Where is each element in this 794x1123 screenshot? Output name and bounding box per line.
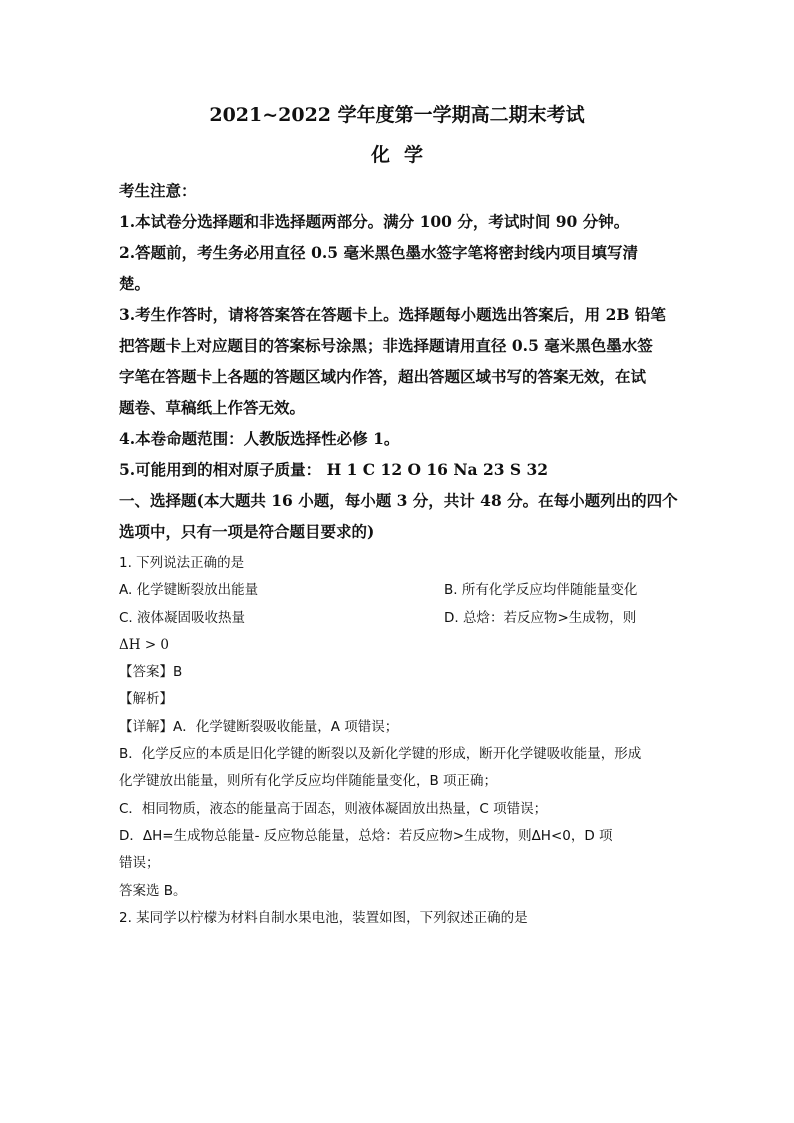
notice-line: 字笔在答题卡上各题的答题区域内作答，超出答题区域书写的答案无效，在试 xyxy=(119,367,647,386)
detail-line: 化学键放出能量，则所有化学反应均伴随能量变化，B 项正确； xyxy=(119,773,498,790)
answer-label: 【答案】B xyxy=(119,664,183,681)
option-d-continuation: ΔH > 0 xyxy=(119,636,170,653)
notice-line: 把答题卡上对应题目的答案标号涂黑；非选择题请用直径 0.5 毫米黑色墨水签 xyxy=(119,336,653,355)
detail-line: D．ΔH=生成物总能量- 反应物总能量，总焓：若反应物>生成物，则ΔH<0，D 项 xyxy=(119,827,613,844)
subject-title: 化学 xyxy=(370,144,437,166)
option-d: D. 总焓：若反应物>生成物，则 xyxy=(444,609,637,626)
option-a: A. 化学键断裂放出能量 xyxy=(119,582,259,599)
section-heading: 一、选择题(本大题共 16 小题，每小题 3 分，共计 48 分。在每小题列出的四个 xyxy=(119,491,678,510)
notice-line: 1.本试卷分选择题和非选择题两部分。满分 100 分，考试时间 90 分钟。 xyxy=(119,212,630,231)
notice-line: 3.考生作答时，请将答案答在答题卡上。选择题每小题选出答案后，用 2B 铅笔 xyxy=(119,305,666,324)
notice-line: 2.答题前，考生务必用直径 0.5 毫米黑色墨水签字笔将密封线内项目填写清 xyxy=(119,243,638,262)
notice-heading: 考生注意： xyxy=(119,181,197,200)
detail-line: 错误； xyxy=(119,855,160,872)
options-row xyxy=(119,605,679,632)
question-2-stem: 2. 某同学以柠檬为材料自制水果电池，装置如图，下列叙述正确的是 xyxy=(119,909,528,926)
analysis-label: 【解析】 xyxy=(119,691,173,708)
detail-line: 答案选 B。 xyxy=(119,882,187,899)
question-1 xyxy=(119,550,679,932)
exam-title: 2021~2022 学年度第一学期高二期末考试 xyxy=(209,104,585,126)
notice-section xyxy=(119,175,689,547)
detail-line: B．化学反应的本质是旧化学键的断裂以及新化学键的形成，断开化学键吸收能量，形成 xyxy=(119,746,642,763)
detail-line: C．相同物质，液态的能量高于固态，则液体凝固放出热量，C 项错误； xyxy=(119,800,548,817)
notice-line: 题卷、草稿纸上作答无效。 xyxy=(119,398,306,417)
options-row xyxy=(119,577,679,604)
question-stem: 1. 下列说法正确的是 xyxy=(119,555,245,571)
option-c: C. 液体凝固吸收热量 xyxy=(119,609,246,626)
notice-line: 楚。 xyxy=(119,274,151,293)
option-b: B. 所有化学反应均伴随能量变化 xyxy=(444,582,638,599)
notice-line: 5.可能用到的相对原子质量： H 1 C 12 O 16 Na 23 S 32 xyxy=(119,460,549,479)
section-heading: 选项中，只有一项是符合题目要求的) xyxy=(119,522,375,541)
notice-line: 4.本卷命题范围：人教版选择性必修 1。 xyxy=(119,429,400,448)
detail-line: 【详解】A．化学键断裂吸收能量，A 项错误； xyxy=(119,718,399,735)
